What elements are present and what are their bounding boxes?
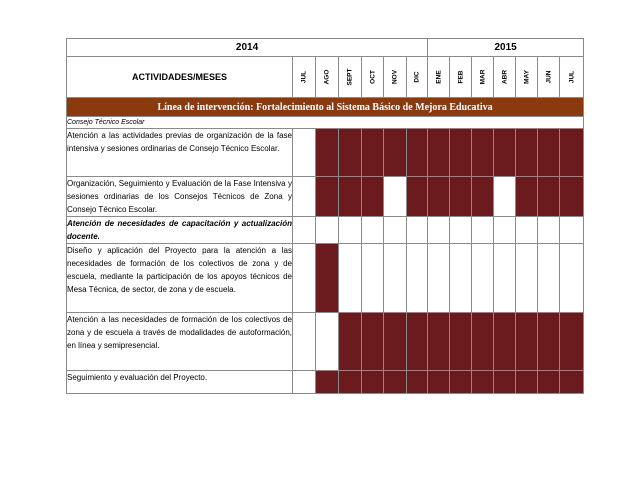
scheduled-month-cell [450, 313, 472, 371]
scheduled-month-cell [339, 129, 362, 177]
month-header [316, 57, 339, 98]
scheduled-month-cell [450, 371, 472, 394]
scheduled-month-cell [560, 313, 584, 371]
unscheduled-month-cell [316, 313, 339, 371]
scheduled-month-cell [428, 313, 450, 371]
scheduled-month-cell [516, 371, 538, 394]
activity-description: Atención a las necesidades de formación de los colectivos de zona y de escuela a través de modalidades de autoformación, en línea y semipresencial. [67, 313, 293, 371]
scheduled-month-cell [384, 313, 407, 371]
scheduled-month-cell [339, 371, 362, 394]
unscheduled-month-cell [560, 244, 584, 313]
scheduled-month-cell [428, 129, 450, 177]
scheduled-month-cell [407, 177, 428, 217]
unscheduled-month-cell [293, 177, 316, 217]
scheduled-month-cell [407, 371, 428, 394]
month-label: JUN [545, 70, 553, 84]
scheduled-month-cell [538, 371, 560, 394]
unscheduled-month-cell [293, 244, 316, 313]
month-label: OCT [369, 70, 376, 84]
unscheduled-month-cell [384, 217, 407, 244]
scheduled-month-cell [472, 177, 494, 217]
month-label: ENE [435, 70, 443, 84]
scheduled-month-cell [384, 371, 407, 394]
scheduled-month-cell [538, 177, 560, 217]
month-header [472, 57, 494, 98]
unscheduled-month-cell [428, 244, 450, 313]
month-label: JUL [300, 70, 308, 84]
unscheduled-month-cell [339, 244, 362, 313]
unscheduled-month-cell [293, 129, 316, 177]
unscheduled-month-cell [538, 244, 560, 313]
scheduled-month-cell [339, 313, 362, 371]
month-header [494, 57, 516, 98]
unscheduled-month-cell [339, 217, 362, 244]
scheduled-month-cell [494, 129, 516, 177]
scheduled-month-cell [516, 129, 538, 177]
scheduled-month-cell [384, 129, 407, 177]
unscheduled-month-cell [384, 244, 407, 313]
scheduled-month-cell [428, 371, 450, 394]
unscheduled-month-cell [362, 244, 384, 313]
scheduled-month-cell [316, 129, 339, 177]
scheduled-month-cell [472, 371, 494, 394]
unscheduled-month-cell [472, 217, 494, 244]
month-header [516, 57, 538, 98]
unscheduled-month-cell [560, 217, 584, 244]
activity-row [67, 313, 584, 371]
month-label: FEB [457, 70, 465, 84]
unscheduled-month-cell [516, 217, 538, 244]
unscheduled-month-cell [450, 217, 472, 244]
unscheduled-month-cell [316, 217, 339, 244]
month-header [407, 57, 428, 98]
scheduled-month-cell [407, 313, 428, 371]
unscheduled-month-cell [472, 244, 494, 313]
scheduled-month-cell [494, 371, 516, 394]
month-header [384, 57, 407, 98]
scheduled-month-cell [428, 177, 450, 217]
scheduled-month-cell [538, 313, 560, 371]
month-header [560, 57, 584, 98]
unscheduled-month-cell [293, 313, 316, 371]
unscheduled-month-cell [293, 217, 316, 244]
month-header [538, 57, 560, 98]
activity-row [67, 129, 584, 177]
schedule-table [66, 38, 584, 394]
activity-description: Atención de necesidades de capacitación y actualización docente. [67, 217, 293, 244]
scheduled-month-cell [316, 371, 339, 394]
scheduled-month-cell [472, 313, 494, 371]
unscheduled-month-cell [494, 217, 516, 244]
activity-row [67, 371, 584, 394]
unscheduled-month-cell [494, 244, 516, 313]
scheduled-month-cell [516, 177, 538, 217]
scheduled-month-cell [362, 177, 384, 217]
month-header [339, 57, 362, 98]
scheduled-month-cell [560, 371, 584, 394]
scheduled-month-cell [407, 129, 428, 177]
month-header [428, 57, 450, 98]
month-label: JUL [568, 70, 576, 84]
scheduled-month-cell [316, 244, 339, 313]
unscheduled-month-cell [516, 244, 538, 313]
activities-header: ACTIVIDADES/MESES [67, 57, 293, 98]
unscheduled-month-cell [293, 371, 316, 394]
month-label: ABR [501, 69, 509, 85]
year-2014-header: 2014 [67, 39, 428, 57]
activity-description: Organización, Seguimiento y Evaluación de la Fase Intensiva y sesiones ordinarias de los Consejos Técnicos de Zona y Consejo Técnico Escolar. [67, 177, 293, 217]
month-label: DIC [413, 71, 421, 83]
scheduled-month-cell [362, 313, 384, 371]
month-label: MAY [523, 70, 531, 84]
unscheduled-month-cell [407, 244, 428, 313]
month-label: SEPT [346, 68, 354, 86]
month-label: MAR [479, 69, 487, 85]
unscheduled-month-cell [450, 244, 472, 313]
scheduled-month-cell [560, 177, 584, 217]
scheduled-month-cell [494, 313, 516, 371]
scheduled-month-cell [316, 177, 339, 217]
unscheduled-month-cell [494, 177, 516, 217]
scheduled-month-cell [362, 371, 384, 394]
scheduled-month-cell [472, 129, 494, 177]
activity-description: Diseño y aplicación del Proyecto para la atención a las necesidades de formación de los colectivos de zona y de escuela, mediante la participación de los apoyos técnicos de Mesa Técnica, de sector, de zona y de escuela. [67, 244, 293, 313]
month-label: AGO [323, 69, 331, 85]
month-header [293, 57, 316, 98]
month-header [450, 57, 472, 98]
scheduled-month-cell [538, 129, 560, 177]
year-2015-header: 2015 [428, 39, 584, 57]
scheduled-month-cell [339, 177, 362, 217]
activity-description: Atención a las actividades previas de organización de la fase intensiva y sesiones ordinarias de Consejo Técnico Escolar. [67, 129, 293, 177]
scheduled-month-cell [362, 129, 384, 177]
scheduled-month-cell [560, 129, 584, 177]
unscheduled-month-cell [538, 217, 560, 244]
unscheduled-month-cell [428, 217, 450, 244]
month-label: NOV [391, 69, 399, 85]
activity-row [67, 217, 584, 244]
scheduled-month-cell [450, 177, 472, 217]
scheduled-month-cell [450, 129, 472, 177]
activity-row [67, 177, 584, 217]
scheduled-month-cell [516, 313, 538, 371]
activity-description: Seguimiento y evaluación del Proyecto. [67, 371, 293, 394]
unscheduled-month-cell [407, 217, 428, 244]
unscheduled-month-cell [362, 217, 384, 244]
line-of-intervention: Línea de intervención: Fortalecimiento al Sistema Básico de Mejora Educativa [67, 98, 584, 117]
month-header [362, 57, 384, 98]
unscheduled-month-cell [384, 177, 407, 217]
activity-row [67, 244, 584, 313]
section-subheader: Consejo Técnico Escolar [67, 117, 584, 129]
